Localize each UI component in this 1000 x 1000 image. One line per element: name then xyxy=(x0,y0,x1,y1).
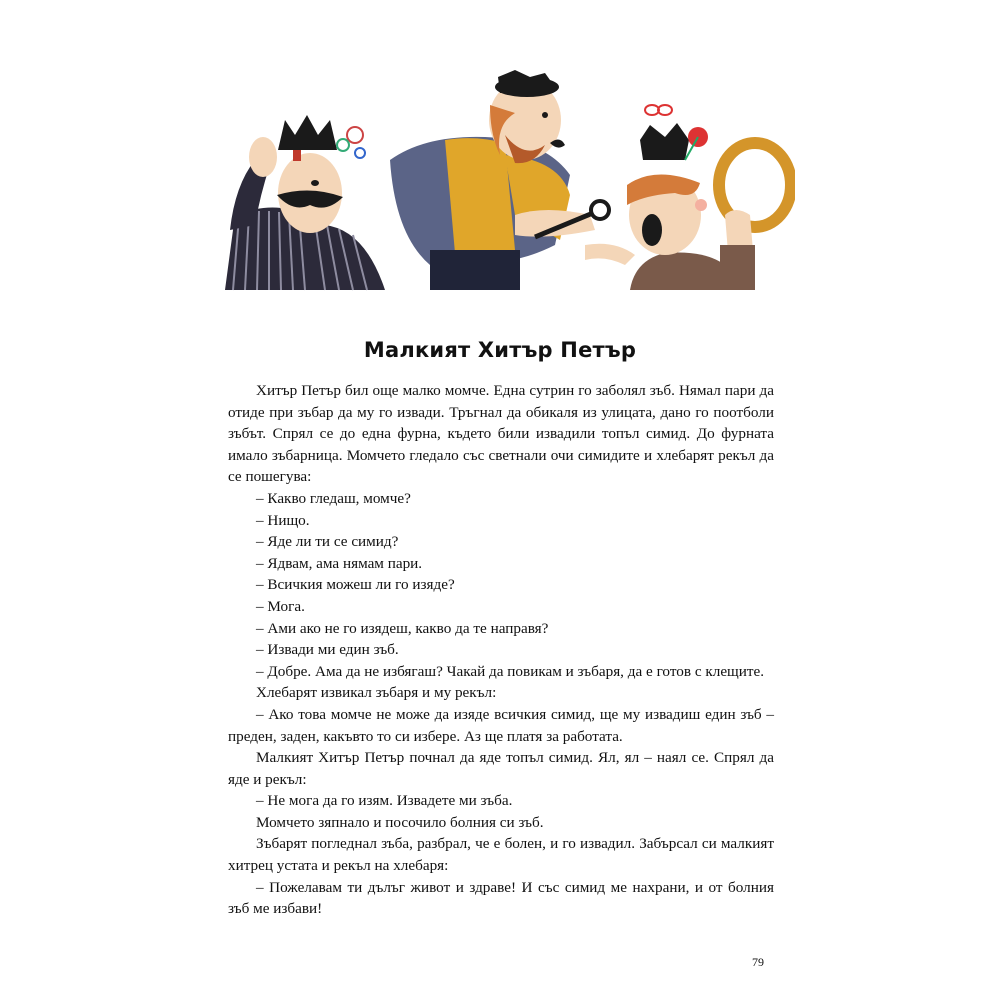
paragraph: Зъбарят погледнал зъба, разбрал, че е болен, и го извадил. Забърсал си малкият хитрец устата и рекъл на хлебаря: xyxy=(228,835,774,875)
boy-figure xyxy=(627,105,791,290)
dentist-figure xyxy=(390,70,635,290)
dialogue-line: – Ако това момче не може да изяде всичкия симид, ще му извадиш един зъб – преден, заден, какъвто то си избере. Аз ще платя за работата. xyxy=(228,705,774,745)
dialogue-line: – Ядвам, ама нямам пари. xyxy=(256,554,423,572)
story-title: Малкият Хитър Петър xyxy=(363,338,637,362)
flower-icon xyxy=(685,127,708,160)
page-number: 79 xyxy=(752,955,764,969)
dialogue-line: – Яде ли ти се симид? xyxy=(256,533,399,551)
dialogue-line: – Не мога да го изям. Извадете ми зъба. xyxy=(256,792,513,810)
story-text xyxy=(228,380,774,920)
paragraph: Момчето зяпнало и посочило болния си зъб. xyxy=(256,813,544,831)
dialogue-line: – Нищо. xyxy=(256,511,310,529)
paragraph: Хлебарят извикал зъбаря и му рекъл: xyxy=(256,684,497,702)
left-man-figure xyxy=(225,115,385,290)
paragraph: Хитър Петър бил още малко момче. Една сутрин го заболял зъб. Нямал пари да отиде при зъбар да му го извади. Тръгнал да обикаля из улицата, дано го поотболи зъбът. Спрял се до една фурна, където били извадили топъл симид. До фурната имало зъбарница. Момчето гледало със светнали очи симидите и хлебарят рекъл да се пошегува: xyxy=(228,382,774,486)
dialogue-line: – Какво гледаш, момче? xyxy=(256,489,411,507)
dialogue-line: – Пожелавам ти дълъг живот и здраве! И със симид ме нахрани, и от болния зъб ме избави! xyxy=(228,878,774,918)
paragraph: Малкият Хитър Петър почнал да яде топъл симид. Ял, ял – наял се. Спрял да яде и рекъл: xyxy=(228,749,774,788)
butterfly-icon xyxy=(645,105,672,115)
dialogue-line: – Добре. Ама да не избягаш? Чакай да повикам и зъбаря, да е готов с клещите. xyxy=(256,662,765,680)
story-illustration xyxy=(215,65,795,300)
dialogue-line: – Мога. xyxy=(256,597,305,615)
dialogue-line: – Всичкия можеш ли го изяде? xyxy=(256,576,455,594)
dialogue-line: – Ами ако не го изядеш, какво да те направя? xyxy=(256,619,549,637)
dialogue-line: – Извади ми един зъб. xyxy=(256,641,399,659)
